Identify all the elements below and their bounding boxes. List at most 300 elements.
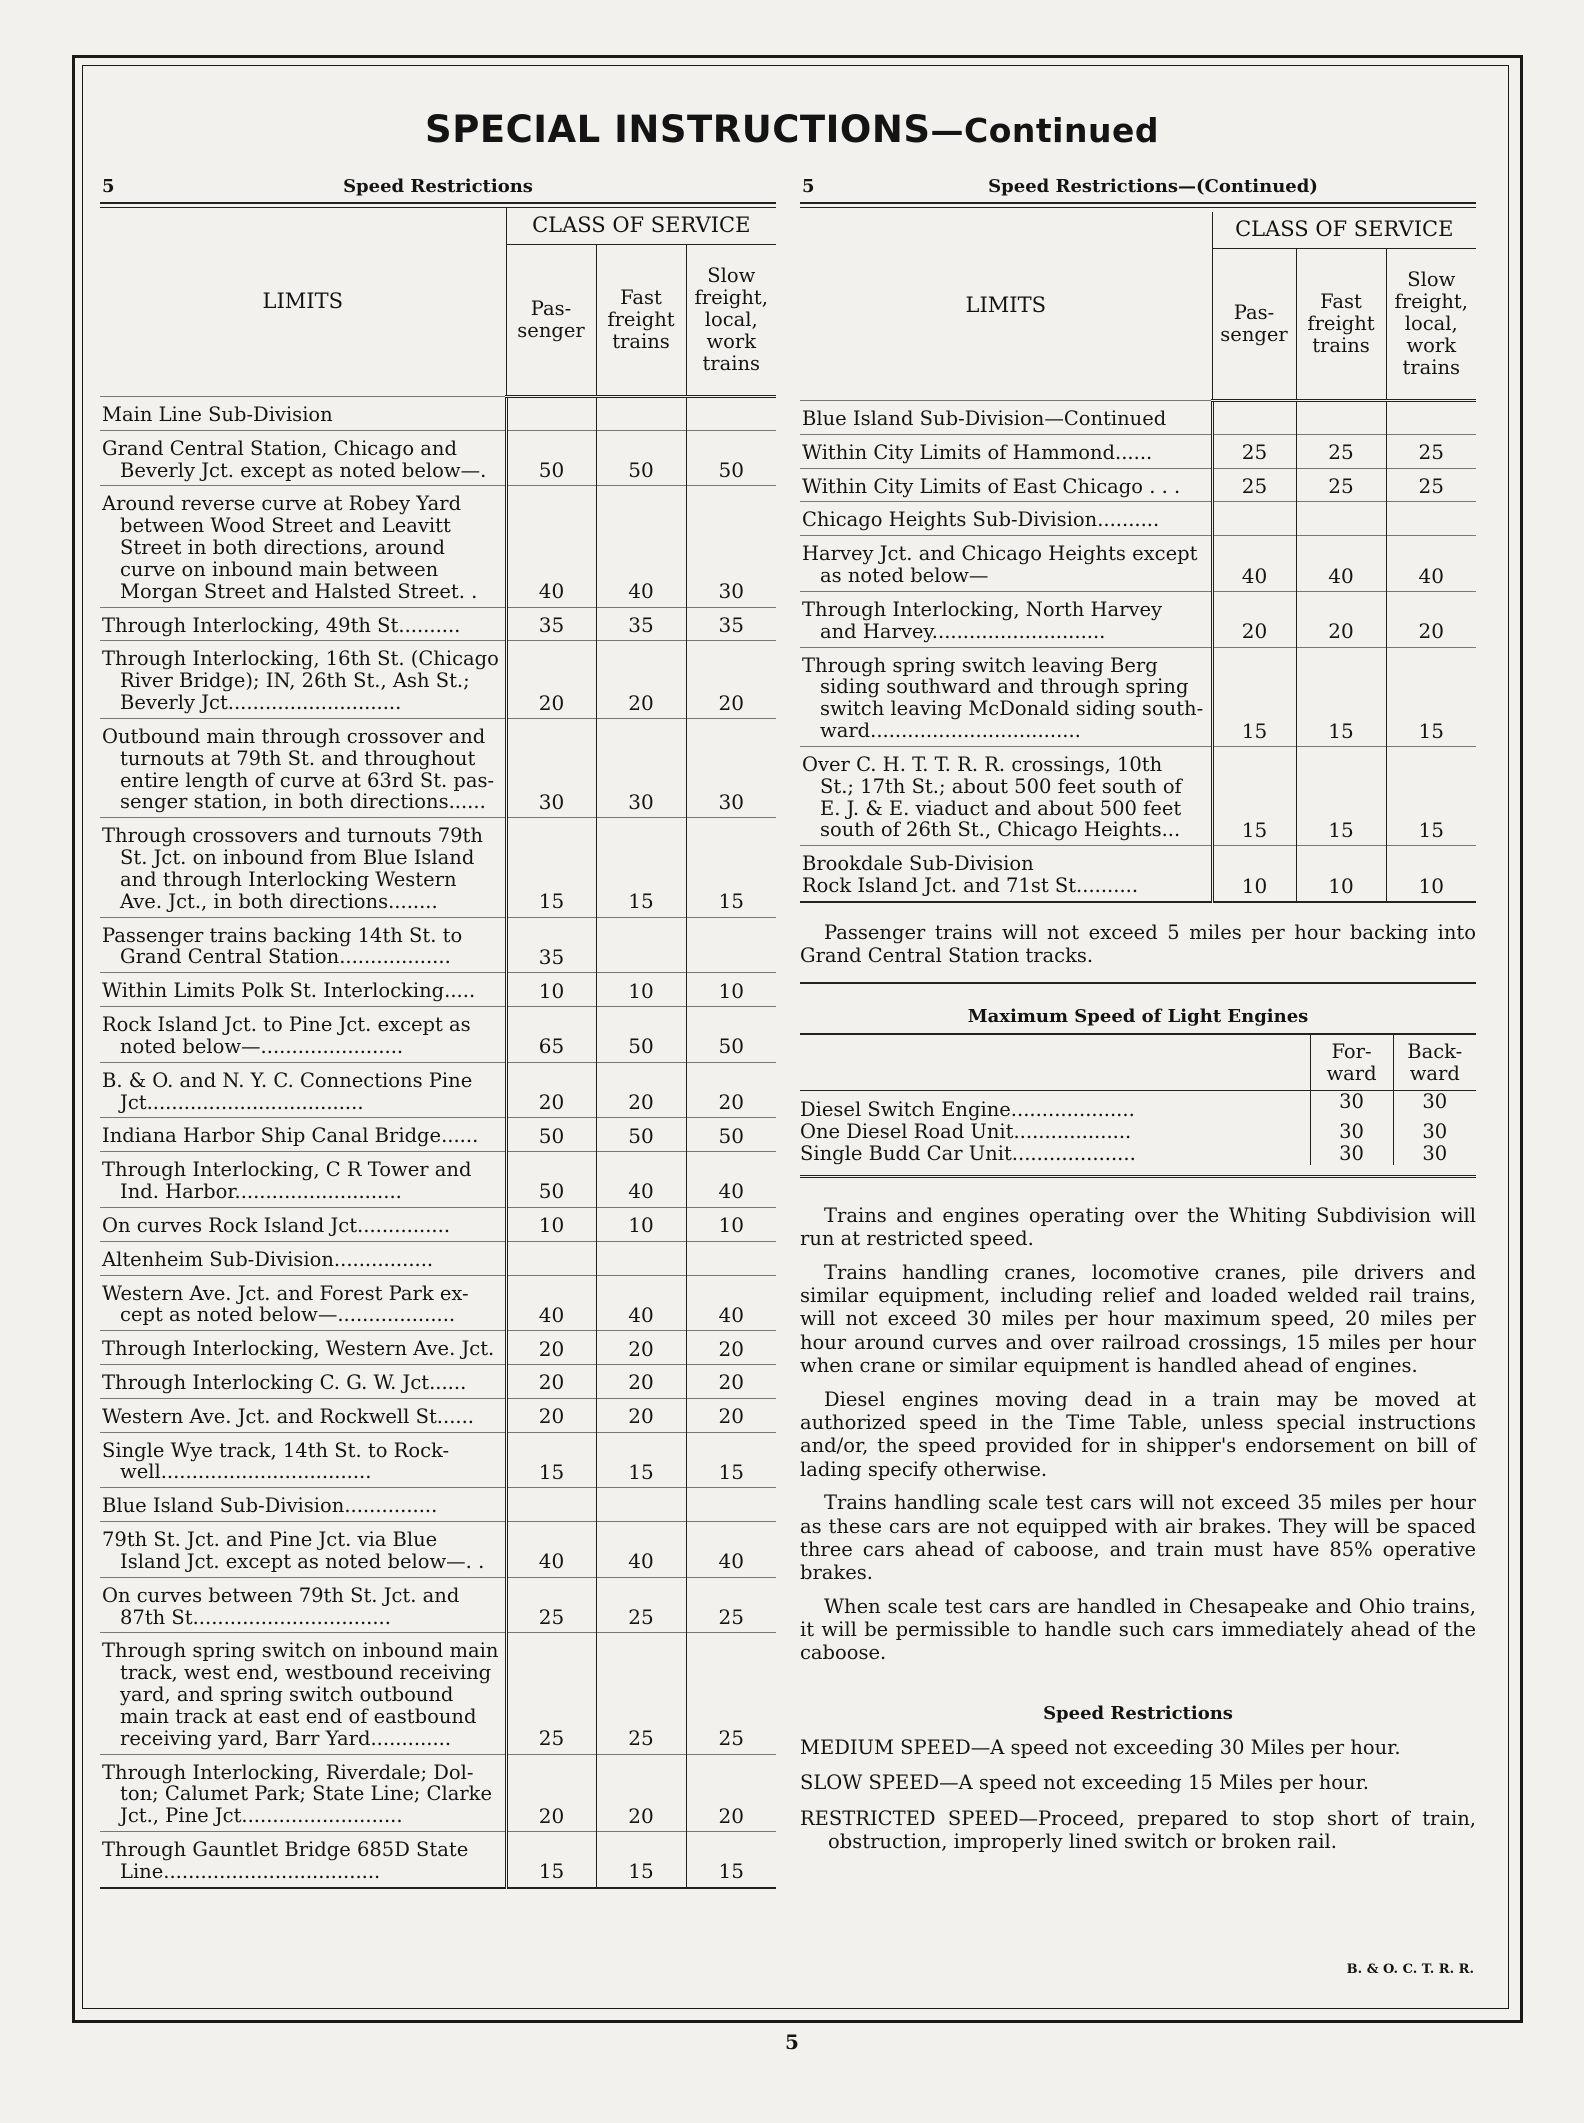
left-column [100, 172, 776, 1889]
limits-text-line: Within City Limits of East Chicago . . . [802, 474, 1181, 498]
limits-text-line: Line................................... [120, 1859, 381, 1883]
limits-text-line: main track at east end of eastbound [120, 1704, 477, 1728]
title-main: SPECIAL INSTRUCTIONS [425, 108, 931, 151]
speed-restrictions-continued-table [800, 212, 1476, 903]
slow-freight-speed: 40 [1386, 536, 1476, 592]
limits-text-line: Through Interlocking, Western Ave. Jct. [102, 1337, 495, 1361]
table-row [100, 818, 776, 917]
limits-cell [100, 397, 506, 431]
forward-speed: 30 [1310, 1143, 1393, 1165]
table-row [800, 536, 1476, 592]
passenger-speed [1212, 401, 1296, 435]
limits-text-line: Around reverse curve at Robey Yard [102, 492, 462, 516]
speed-definitions-heading: Speed Restrictions [1043, 1702, 1233, 1724]
limits-cell [100, 1007, 506, 1063]
header-line: Fast [1320, 290, 1362, 314]
header-line: Slow [707, 264, 756, 288]
limits-cell [100, 718, 506, 817]
slow-freight-speed: 20 [1386, 591, 1476, 647]
fast-freight-speed: 20 [596, 1364, 686, 1398]
slow-freight-speed [686, 917, 776, 973]
slow-freight-speed: 25 [1386, 434, 1476, 468]
limits-text-line: Blue Island Sub-Division............... [102, 1494, 438, 1518]
fast-freight-speed: 40 [596, 1275, 686, 1331]
passenger-speed: 40 [506, 1522, 596, 1578]
fast-freight-header [596, 245, 686, 397]
table-row [100, 1007, 776, 1063]
table-row [100, 973, 776, 1007]
fast-freight-speed: 20 [1296, 591, 1386, 647]
limits-cell [800, 502, 1212, 536]
limits-cell [100, 1488, 506, 1522]
limits-text-line: Through Interlocking, North Harvey [802, 597, 1163, 621]
limits-text-line: south of 26th St., Chicago Heights... [820, 818, 1181, 842]
header-line: work [1406, 333, 1457, 357]
limits-cell [100, 917, 506, 973]
table-row [800, 401, 1476, 435]
limits-text-line: entire length of curve at 63rd St. pas- [120, 768, 495, 792]
slow-freight-header [686, 245, 776, 397]
limits-text-line: Rock Island Jct. and 71st St.......... [802, 874, 1139, 898]
class-of-service-header: CLASS OF SERVICE [1212, 212, 1476, 249]
limits-text-line: Through Interlocking, C R Tower and [102, 1158, 472, 1182]
limits-text-line: E. J. & E. viaduct and about 500 feet [820, 796, 1182, 820]
fast-freight-speed [596, 1241, 686, 1275]
backward-speed: 30 [1393, 1121, 1476, 1143]
table-row [800, 647, 1476, 746]
limits-cell [100, 1577, 506, 1633]
limits-text-line: Through Interlocking, 16th St. (Chicago [102, 647, 499, 671]
fast-freight-speed: 25 [1296, 434, 1386, 468]
slow-freight-speed: 30 [686, 486, 776, 607]
limits-text-line: Western Ave. Jct. and Forest Park ex- [102, 1281, 469, 1305]
instruction-paragraph: When scale test cars are handled in Chesapeake and Ohio trains, it will be permissible to handle such cars immediately ahead of the caboose. [800, 1594, 1476, 1665]
header-line: freight [607, 308, 675, 332]
passenger-speed [1212, 502, 1296, 536]
slow-freight-speed: 25 [686, 1633, 776, 1754]
slow-freight-speed: 15 [1386, 746, 1476, 845]
passenger-speed: 20 [506, 641, 596, 718]
limits-text-line: Morgan Street and Halsted Street. . [120, 579, 478, 603]
passenger-speed: 25 [1212, 468, 1296, 502]
passenger-speed: 65 [506, 1007, 596, 1063]
forward-speed: 30 [1310, 1121, 1393, 1143]
passenger-speed: 50 [506, 1118, 596, 1152]
instruction-paragraphs [800, 1204, 1476, 1665]
fast-freight-speed: 10 [1296, 846, 1386, 902]
fast-freight-speed: 40 [1296, 536, 1386, 592]
divider [800, 1175, 1476, 1180]
limits-cell [100, 1432, 506, 1488]
passenger-speed: 20 [506, 1331, 596, 1365]
slow-freight-speed: 40 [686, 1522, 776, 1578]
fast-freight-speed: 50 [596, 430, 686, 486]
limits-text-line: Beverly Jct. except as noted below—. [120, 458, 487, 482]
fast-freight-speed: 15 [1296, 746, 1386, 845]
header-line: trains [702, 351, 761, 375]
limits-text-line: well.................................. [120, 1460, 372, 1484]
header-line: senger [517, 319, 585, 342]
limits-text-line: Passenger trains backing 14th St. to [102, 923, 463, 947]
table-row [800, 434, 1476, 468]
table-row [800, 502, 1476, 536]
limits-cell [100, 430, 506, 486]
limits-text-line: On curves between 79th St. Jct. and [102, 1583, 460, 1607]
passenger-speed: 10 [506, 973, 596, 1007]
table-row [100, 1488, 776, 1522]
header-line: trains [1312, 333, 1370, 357]
limits-text-line: Through Interlocking C. G. W. Jct...... [102, 1370, 467, 1394]
limits-text-line: Street in both directions, around [120, 536, 446, 560]
passenger-speed: 50 [506, 1152, 596, 1208]
table-row [100, 641, 776, 718]
page-title [0, 108, 1584, 151]
limits-text-line: Jct................................... [120, 1090, 364, 1114]
limits-cell [100, 1152, 506, 1208]
table-row [100, 397, 776, 431]
fast-freight-speed: 20 [596, 1398, 686, 1432]
header-line: trains [612, 329, 670, 353]
table-row [100, 1832, 776, 1888]
table-row [100, 1364, 776, 1398]
fast-freight-speed: 15 [596, 1432, 686, 1488]
slow-freight-header [1386, 249, 1476, 401]
header-line: ward [1409, 1061, 1460, 1085]
backward-speed: 30 [1393, 1091, 1476, 1121]
limits-cell [100, 486, 506, 607]
page-number: 5 [785, 2030, 799, 2054]
limits-text-line: turnouts at 79th St. and throughout [120, 746, 476, 770]
limits-cell [800, 846, 1212, 902]
limits-text-line: St. Jct. on inbound from Blue Island [120, 846, 475, 870]
backward-header [1393, 1034, 1476, 1091]
limits-cell [800, 401, 1212, 435]
light-engines-heading: Maximum Speed of Light Engines [967, 1005, 1309, 1027]
limits-text-line: ward.................................. [820, 719, 1081, 743]
limits-text-line: and through Interlocking Western [120, 867, 457, 891]
table-row [100, 1275, 776, 1331]
table-row [800, 746, 1476, 845]
slow-freight-speed: 20 [686, 1364, 776, 1398]
passenger-speed: 35 [506, 607, 596, 641]
limits-cell [100, 607, 506, 641]
passenger-header [506, 245, 596, 397]
slow-freight-speed: 10 [686, 1207, 776, 1241]
limits-text-line: Over C. H. T. T. R. R. crossings, 10th [802, 752, 1163, 776]
limits-cell [100, 1275, 506, 1331]
limits-text-line: Ind. Harbor........................... [120, 1180, 402, 1204]
table-row [800, 846, 1476, 902]
light-engine-row [800, 1091, 1476, 1121]
header-line: Slow [1407, 268, 1456, 292]
table-row [100, 1207, 776, 1241]
table-row [100, 718, 776, 817]
class-of-service-header: CLASS OF SERVICE [506, 208, 776, 245]
fast-freight-speed [1296, 401, 1386, 435]
divider [800, 982, 1476, 984]
limits-text-line: Outbound main through crossover and [102, 724, 486, 748]
slow-freight-speed: 50 [686, 430, 776, 486]
engine-name: Single Budd Car Unit.................... [800, 1142, 1136, 1165]
passenger-speed: 40 [1212, 536, 1296, 592]
fast-freight-speed: 20 [596, 641, 686, 718]
section-number: 5 [802, 176, 815, 197]
fast-freight-speed [596, 397, 686, 431]
table-row [100, 1432, 776, 1488]
table-row [100, 1331, 776, 1365]
passenger-speed: 20 [506, 1754, 596, 1831]
slow-freight-speed: 10 [686, 973, 776, 1007]
table-row [100, 1633, 776, 1754]
table-row [100, 917, 776, 973]
limits-text-line: Through Gauntlet Bridge 685D State [102, 1838, 469, 1862]
limits-text-line: siding southward and through spring [820, 675, 1189, 699]
instruction-paragraph: Diesel engines moving dead in a train may be moved at authorized speed in the Time Table, unless special instructions and/or, the speed provided for in shipper's endorsement on bill of lading specify otherwise. [800, 1387, 1476, 1481]
limits-text-line: Harvey Jct. and Chicago Heights except [802, 542, 1198, 566]
limits-text-line: Blue Island Sub-Division—Continued [802, 407, 1167, 430]
fast-freight-speed: 20 [596, 1062, 686, 1118]
limits-text-line: St.; 17th St.; about 500 feet south of [820, 774, 1182, 798]
passenger-speed: 50 [506, 430, 596, 486]
fast-freight-speed [1296, 502, 1386, 536]
limits-text-line: between Wood Street and Leavitt [120, 514, 451, 538]
fast-freight-speed: 10 [596, 1207, 686, 1241]
fast-freight-speed: 15 [1296, 647, 1386, 746]
slow-freight-speed: 30 [686, 718, 776, 817]
table-row [100, 607, 776, 641]
limits-header: LIMITS [262, 289, 343, 314]
table-row [800, 591, 1476, 647]
limits-text-line: Chicago Heights Sub-Division.......... [802, 508, 1160, 532]
title-continued: —Continued [930, 111, 1159, 150]
fast-freight-speed: 25 [596, 1633, 686, 1754]
fast-freight-speed: 40 [596, 1152, 686, 1208]
limits-text-line: noted below—....................... [120, 1034, 404, 1058]
limits-header: LIMITS [965, 293, 1046, 318]
limits-text-line: Through spring switch leaving Berg [802, 653, 1158, 677]
slow-freight-speed: 15 [686, 818, 776, 917]
slow-freight-speed: 15 [1386, 647, 1476, 746]
header-line: Pas- [530, 297, 572, 321]
slow-freight-speed: 40 [686, 1275, 776, 1331]
speed-definition: SLOW SPEED—A speed not exceeding 15 Miles per hour. [800, 1771, 1369, 1795]
slow-freight-speed [686, 397, 776, 431]
limits-cell [800, 536, 1212, 592]
engine-name: One Diesel Road Unit................... [800, 1120, 1132, 1144]
instruction-paragraph: Trains handling scale test cars will not exceed 35 miles per hour as these cars are not equipped with air brakes. They will be spaced three cars ahead of caboose, and train must have 85% operative brakes. [800, 1491, 1476, 1585]
slow-freight-speed [1386, 401, 1476, 435]
limits-text-line: Altenheim Sub-Division................ [102, 1247, 434, 1271]
slow-freight-speed: 20 [686, 641, 776, 718]
limits-text-line: B. & O. and N. Y. C. Connections Pine [102, 1068, 473, 1092]
passenger-speed: 25 [506, 1633, 596, 1754]
fast-freight-speed: 10 [596, 973, 686, 1007]
limits-text-line: as noted below— [820, 564, 989, 588]
slow-freight-speed: 25 [1386, 468, 1476, 502]
limits-cell [800, 647, 1212, 746]
table-row [100, 1152, 776, 1208]
limits-cell [800, 434, 1212, 468]
header-line: local, [704, 308, 758, 332]
table-row [100, 430, 776, 486]
limits-cell [100, 1832, 506, 1888]
slow-freight-speed: 40 [686, 1152, 776, 1208]
header-line: senger [1220, 323, 1288, 346]
fast-freight-speed: 20 [596, 1331, 686, 1365]
limits-text-line: Within Limits Polk St. Interlocking..... [102, 979, 476, 1003]
passenger-speed: 25 [506, 1577, 596, 1633]
limits-text-line: River Bridge); IN, 26th St., Ash St.; [120, 669, 470, 693]
speed-definitions [800, 1736, 1476, 1854]
instruction-paragraph: Trains and engines operating over the Whiting Subdivision will run at restricted speed. [800, 1203, 1476, 1251]
passenger-header [1212, 249, 1296, 401]
limits-cell [100, 1331, 506, 1365]
limits-cell [800, 746, 1212, 845]
header-line: ward [1326, 1061, 1377, 1085]
slow-freight-speed: 20 [686, 1754, 776, 1831]
limits-text-line: switch leaving McDonald siding south- [820, 697, 1204, 721]
limits-text-line: Island Jct. except as noted below—. . [120, 1549, 485, 1573]
speed-definition: MEDIUM SPEED—A speed not exceeding 30 Miles per hour. [800, 1735, 1401, 1759]
slow-freight-speed: 20 [686, 1398, 776, 1432]
limits-cell [100, 818, 506, 917]
limits-text-line: track, west end, westbound receiving [120, 1661, 492, 1685]
light-engine-row [800, 1121, 1476, 1143]
limits-cell [100, 1633, 506, 1754]
limits-text-line: Through Interlocking, 49th St.......... [102, 613, 461, 637]
limits-text-line: Within City Limits of Hammond...... [802, 440, 1153, 464]
light-engines-table [800, 1033, 1476, 1165]
backward-speed: 30 [1393, 1143, 1476, 1165]
limits-text-line: Single Wye track, 14th St. to Rock- [102, 1438, 450, 1462]
limits-text-line: Jct., Pine Jct.......................... [120, 1804, 403, 1828]
passenger-speed: 25 [1212, 434, 1296, 468]
passenger-speed: 10 [1212, 846, 1296, 902]
heading-rule [800, 202, 1476, 208]
railroad-footer: B. & O. C. T. R. R. [1346, 1962, 1474, 1977]
limits-cell [100, 641, 506, 718]
passenger-speed [506, 1488, 596, 1522]
fast-freight-speed: 15 [596, 818, 686, 917]
passenger-speed: 15 [506, 1432, 596, 1488]
limits-text-line: 79th St. Jct. and Pine Jct. via Blue [102, 1528, 438, 1552]
limits-cell [100, 1754, 506, 1831]
section-title: Speed Restrictions [343, 176, 533, 197]
header-line: trains [1402, 355, 1461, 379]
fast-freight-speed: 40 [596, 1522, 686, 1578]
backing-note: Passenger trains will not exceed 5 miles per hour backing into Grand Central Station tracks. [800, 920, 1476, 968]
limits-text-line: curve on inbound main between [120, 557, 439, 581]
limits-text-line: Through Interlocking, Riverdale; Dol- [102, 1760, 474, 1784]
slow-freight-speed: 25 [686, 1577, 776, 1633]
slow-freight-speed: 20 [686, 1331, 776, 1365]
header-line: Back- [1407, 1039, 1463, 1063]
slow-freight-speed: 10 [1386, 846, 1476, 902]
passenger-speed: 15 [1212, 746, 1296, 845]
limits-text-line: and Harvey............................ [820, 619, 1106, 643]
limits-cell [800, 468, 1212, 502]
header-line: freight, [694, 286, 768, 310]
passenger-speed: 15 [506, 818, 596, 917]
limits-text-line: yard, and spring switch outbound [120, 1683, 454, 1707]
limits-cell [100, 1062, 506, 1118]
limits-text-line: Western Ave. Jct. and Rockwell St...... [102, 1404, 474, 1428]
fast-freight-speed: 30 [596, 718, 686, 817]
passenger-speed [506, 397, 596, 431]
light-engines-blank-header [800, 1034, 1310, 1091]
fast-freight-speed [596, 917, 686, 973]
table-row [100, 1522, 776, 1578]
left-section-heading [100, 172, 776, 202]
header-line: freight [1307, 312, 1375, 336]
limits-cell [100, 1118, 506, 1152]
table-row [800, 468, 1476, 502]
passenger-speed [506, 1241, 596, 1275]
passenger-speed: 15 [1212, 647, 1296, 746]
limits-cell [100, 1398, 506, 1432]
limits-text-line: cept as noted below—................... [120, 1303, 456, 1327]
limits-text-line: On curves Rock Island Jct............... [102, 1213, 451, 1237]
section-number: 5 [102, 176, 115, 197]
limits-cell [100, 1364, 506, 1398]
slow-freight-speed: 20 [686, 1062, 776, 1118]
header-line: For- [1331, 1039, 1372, 1063]
fast-freight-speed: 25 [596, 1577, 686, 1633]
passenger-speed: 20 [1212, 591, 1296, 647]
slow-freight-speed [1386, 502, 1476, 536]
passenger-speed: 20 [506, 1364, 596, 1398]
section-title: Speed Restrictions—(Continued) [988, 176, 1318, 197]
passenger-speed: 15 [506, 1832, 596, 1888]
limits-cell [100, 973, 506, 1007]
forward-header [1310, 1034, 1393, 1091]
limits-cell [100, 1207, 506, 1241]
limits-cell [800, 591, 1212, 647]
slow-freight-speed: 50 [686, 1007, 776, 1063]
limits-text-line: Grand Central Station.................. [120, 945, 451, 969]
limits-text-line: senger station, in both directions...... [120, 790, 486, 814]
light-engine-row [800, 1143, 1476, 1165]
limits-text-line: Brookdale Sub-Division [802, 852, 1034, 876]
passenger-speed: 20 [506, 1062, 596, 1118]
engine-name: Diesel Switch Engine.................... [800, 1098, 1135, 1122]
slow-freight-speed: 15 [686, 1432, 776, 1488]
slow-freight-speed [686, 1488, 776, 1522]
table-row [100, 486, 776, 607]
fast-freight-speed: 25 [1296, 468, 1386, 502]
limits-text-line: Through spring switch on inbound main [102, 1639, 499, 1663]
slow-freight-speed: 35 [686, 607, 776, 641]
passenger-speed: 40 [506, 486, 596, 607]
fast-freight-header [1296, 249, 1386, 401]
table-row [100, 1062, 776, 1118]
header-line: freight, [1394, 290, 1468, 314]
fast-freight-speed: 50 [596, 1007, 686, 1063]
fast-freight-speed: 20 [596, 1754, 686, 1831]
speed-definition: RESTRICTED SPEED—Proceed, prepared to stop short of train, obstruction, improperly lined switch or broken rail. [800, 1806, 1476, 1854]
passenger-speed: 20 [506, 1398, 596, 1432]
fast-freight-speed: 15 [596, 1832, 686, 1888]
right-section-heading [800, 172, 1476, 202]
limits-text-line: Beverly Jct............................ [120, 691, 402, 715]
slow-freight-speed: 15 [686, 1832, 776, 1888]
right-column [800, 172, 1476, 1865]
passenger-speed: 10 [506, 1207, 596, 1241]
table-row [100, 1118, 776, 1152]
limits-text-line: 87th St................................ [120, 1605, 391, 1629]
limits-text-line: ton; Calumet Park; State Line; Clarke [120, 1782, 492, 1806]
limits-text-line: receiving yard, Barr Yard............. [120, 1726, 452, 1750]
